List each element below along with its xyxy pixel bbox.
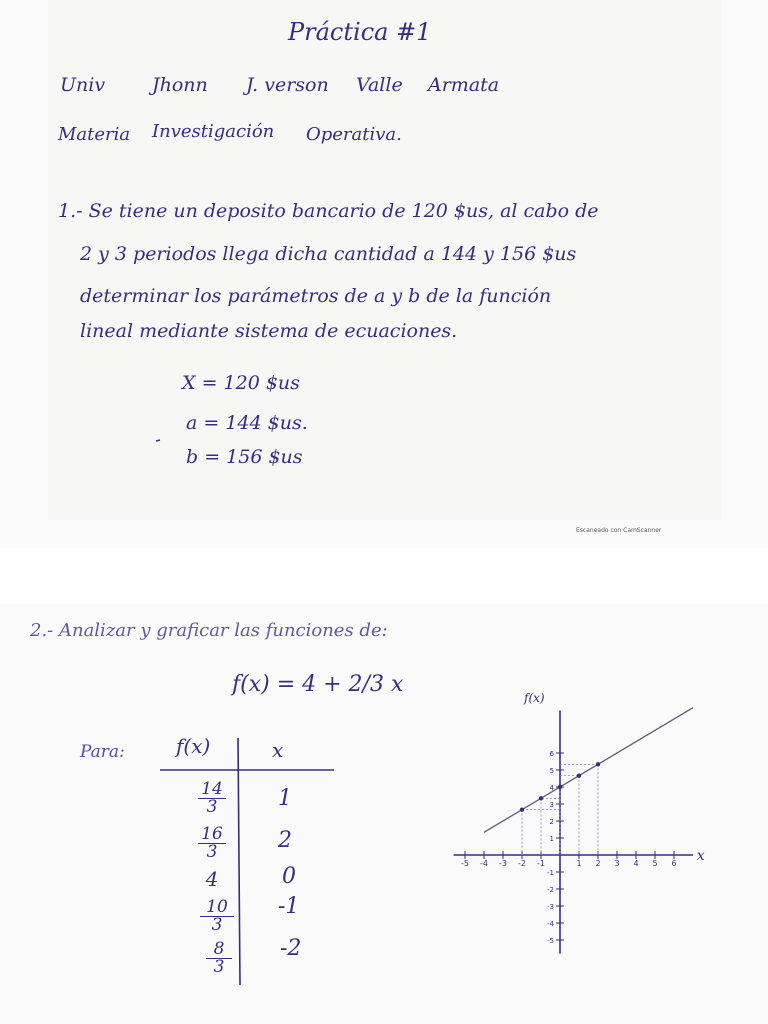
univ-label: Univ xyxy=(60,74,106,96)
student-middle-name: J. verson xyxy=(246,74,329,96)
data-point xyxy=(520,807,524,811)
problem1-line-2: 2 y 3 periodos llega dicha cantidad a 144 y 156 $us xyxy=(80,243,577,265)
data-point xyxy=(577,773,581,777)
x-tick-label: 3 xyxy=(614,859,620,868)
x-tick-label: 4 xyxy=(633,859,639,868)
ink-mark xyxy=(156,440,160,441)
y-tick-label: 1 xyxy=(549,835,554,843)
function-graph xyxy=(454,691,705,954)
function-expression: f(x) = 4 + 2/3 x xyxy=(232,672,404,697)
fx-value: 4 xyxy=(205,867,219,891)
table-header-fx: f(x) xyxy=(176,734,211,758)
fx-denominator: 3 xyxy=(211,915,223,935)
fx-numerator: 14 xyxy=(198,780,226,799)
y-tick-label: -2 xyxy=(547,886,554,894)
y-tick-label: 3 xyxy=(549,801,554,809)
equation-a: a = 144 $us. xyxy=(186,412,308,434)
materia-word-2: Operativa. xyxy=(306,124,402,145)
data-point xyxy=(596,762,600,766)
problem1-line-1: 1.- Se tiene un deposito bancario de 120 $us, al cabo de xyxy=(58,200,599,222)
x-tick-label: 6 xyxy=(671,859,677,868)
y-tick-label: -3 xyxy=(547,903,554,911)
materia-label: Materia xyxy=(58,124,131,145)
y-tick-label: -1 xyxy=(547,869,554,877)
fx-denominator: 3 xyxy=(206,842,218,862)
x-tick-label: 2 xyxy=(595,859,601,868)
x-value: -1 xyxy=(278,894,300,919)
x-value: 2 xyxy=(278,828,292,853)
equation-b: b = 156 $us xyxy=(186,446,303,468)
y-tick-label: -5 xyxy=(547,937,554,945)
y-tick-label: 5 xyxy=(549,767,554,775)
x-tick-label: -4 xyxy=(480,859,488,868)
x-tick-label: -2 xyxy=(518,859,526,868)
fx-denominator: 3 xyxy=(213,957,225,977)
student-first-name: Jhonn xyxy=(152,74,208,96)
table-label: Para: xyxy=(80,742,125,762)
x-value: 1 xyxy=(278,786,292,811)
x-value: 0 xyxy=(282,864,296,889)
x-tick-label: 5 xyxy=(652,859,658,868)
problem1-line-4: lineal mediante sistema de ecuaciones. xyxy=(80,320,458,342)
fx-numerator: 8 xyxy=(206,940,232,959)
x-value: -2 xyxy=(280,936,302,961)
x-tick-label: 1 xyxy=(576,859,582,868)
fx-denominator: 3 xyxy=(206,797,218,817)
problem2-title: 2.- Analizar y graficar las funciones de: xyxy=(30,620,388,641)
materia-word-1: Investigación xyxy=(152,121,275,142)
x-axis-label: x xyxy=(696,848,705,864)
y-tick-label: 6 xyxy=(549,750,554,758)
x-tick-label: -3 xyxy=(499,859,507,868)
problem1-line-3: determinar los parámetros de a y b de la función xyxy=(80,285,552,307)
table-header-x: x xyxy=(272,738,284,762)
student-last-name-2: Armata xyxy=(428,74,500,96)
fx-numerator: 16 xyxy=(198,825,226,844)
fx-numerator: 10 xyxy=(200,898,234,917)
table-column-rule xyxy=(238,738,240,985)
x-tick-label: -5 xyxy=(461,859,469,868)
y-tick-label: 4 xyxy=(549,784,554,792)
function-line xyxy=(484,708,693,833)
y-tick-label: 2 xyxy=(549,818,554,826)
y-tick-label: -4 xyxy=(547,920,554,928)
y-axis-label: f(x) xyxy=(524,691,545,705)
data-point xyxy=(558,785,562,789)
scanner-watermark: Escaneado con CamScanner xyxy=(576,527,662,534)
equation-x: X = 120 $us xyxy=(182,372,300,394)
x-tick-label: -1 xyxy=(537,859,545,868)
data-point xyxy=(539,796,543,800)
page-title: Práctica #1 xyxy=(288,18,432,46)
student-last-name-1: Valle xyxy=(356,74,403,96)
